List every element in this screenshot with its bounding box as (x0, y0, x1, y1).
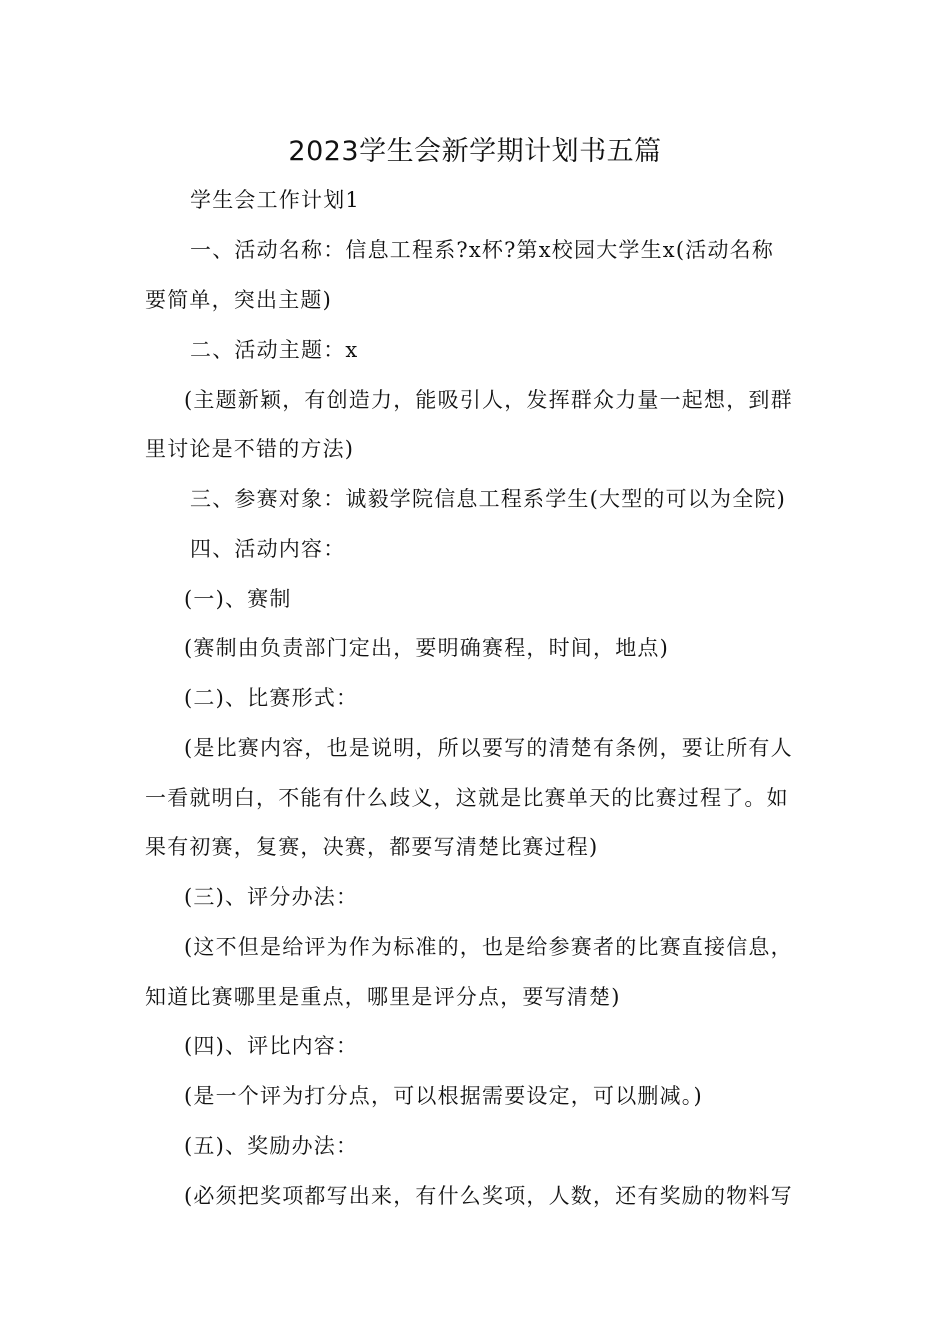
paragraph-line: (三)、评分办法： (184, 885, 359, 909)
paragraph-line: (二)、比赛形式： (184, 686, 359, 710)
paragraph-line: (是比赛内容，也是说明，所以要写的清楚有条例，要让所有人 (184, 736, 793, 760)
paragraph-line: 一、活动名称：信息工程系?x杯?第x校园大学生x(活动名称 (190, 238, 775, 262)
paragraph-line: 一看就明白，不能有什么歧义，这就是比赛单天的比赛过程了。如 (145, 786, 789, 810)
paragraph-line: (这不但是给评为作为标准的，也是给参赛者的比赛直接信息， (184, 935, 793, 959)
section-heading: 学生会工作计划1 (190, 188, 360, 212)
paragraph-line: 知道比赛哪里是重点，哪里是评分点，要写清楚) (145, 985, 621, 1009)
paragraph-line: (四)、评比内容： (184, 1034, 359, 1058)
document-title: 2023学生会新学期计划书五篇 (288, 136, 662, 167)
paragraph-line: 里讨论是不错的方法) (145, 437, 355, 461)
paragraph-line: 四、活动内容： (190, 537, 346, 561)
paragraph-line: 要简单，突出主题) (145, 288, 332, 312)
paragraph-line: (赛制由负责部门定出，要明确赛程，时间，地点) (184, 636, 669, 660)
paragraph-line: 三、参赛对象：诚毅学院信息工程系学生(大型的可以为全院) (190, 487, 786, 511)
paragraph-line: (是一个评为打分点，可以根据需要设定，可以删减。) (184, 1084, 703, 1108)
paragraph-line: (五)、奖励办法： (184, 1134, 359, 1158)
paragraph-line: 果有初赛，复赛，决赛，都要写清楚比赛过程) (145, 835, 599, 859)
paragraph-line: (一)、赛制 (184, 587, 292, 611)
paragraph-line: (必须把奖项都写出来，有什么奖项，人数，还有奖励的物料写 (184, 1184, 793, 1208)
paragraph-line: 二、活动主题：x (190, 338, 359, 362)
paragraph-line: (主题新颖，有创造力，能吸引人，发挥群众力量一起想，到群 (184, 388, 793, 412)
